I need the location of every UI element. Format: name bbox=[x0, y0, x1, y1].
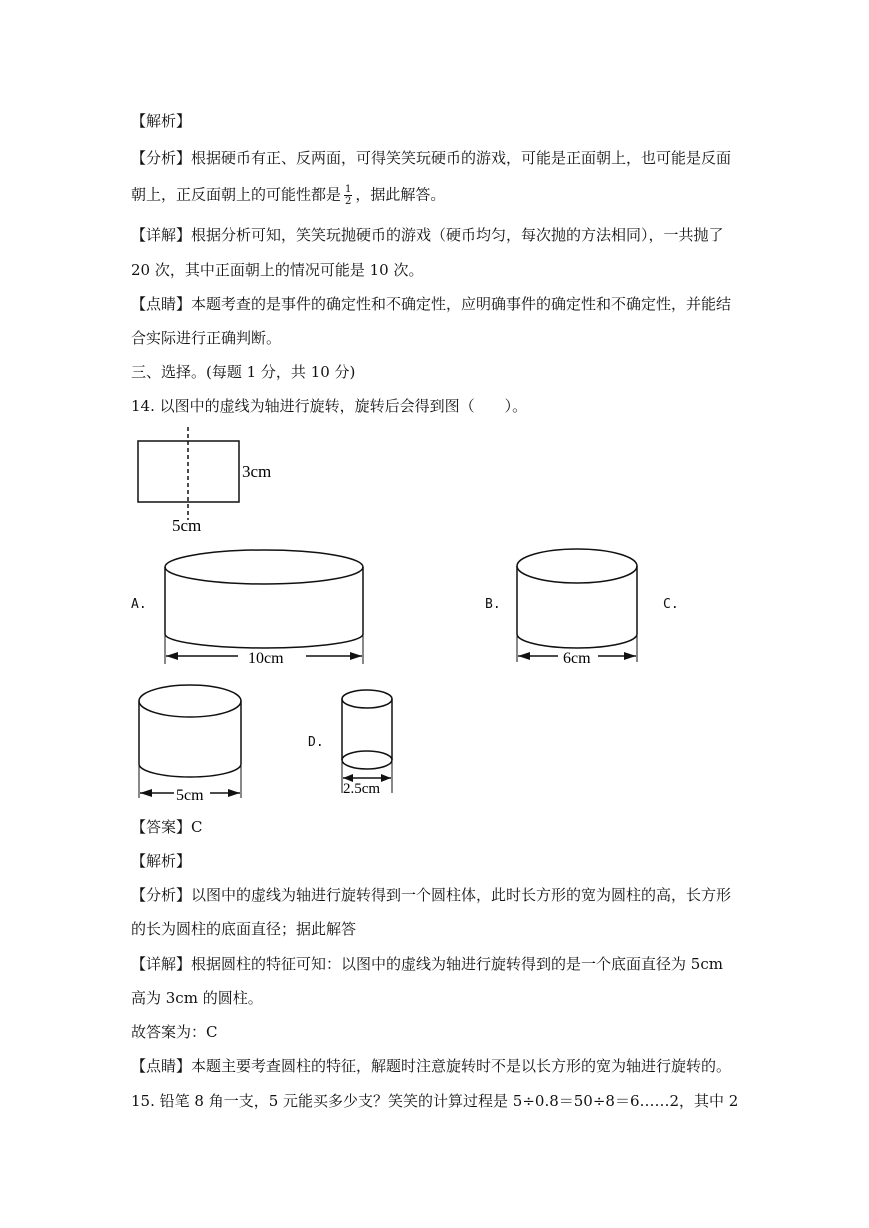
option-a-label: A. bbox=[131, 597, 147, 612]
comment-text-2: 【点睛】本题主要考查圆柱的特征，解题时注意旋转时不是以长方形的宽为轴进行旋转的。 bbox=[131, 1057, 732, 1075]
analysis-text-2: 【分析】以图中的虚线为轴进行旋转得到一个圆柱体，此时长方形的宽为圆柱的高，长方形 bbox=[131, 886, 732, 904]
analysis-header-2: 【解析】 bbox=[131, 852, 192, 870]
comment-text: 【点睛】本题考查的是事件的确定性和不确定性，应明确事件的确定性和不确定性，并能结 bbox=[131, 295, 732, 313]
option-d-label: D. bbox=[308, 735, 324, 750]
option-b-cylinder bbox=[510, 546, 645, 671]
fraction-denominator: 2 bbox=[345, 196, 352, 207]
option-b-label: B. bbox=[485, 597, 501, 612]
analysis-text-part: 朝上，正反面朝上的可能性都是 bbox=[131, 185, 342, 204]
analysis-text-cont bbox=[131, 184, 445, 207]
detail-text: 【详解】根据分析可知，笑笑玩抛硬币的游戏（硬币均匀，每次抛的方法相同），一共抛了 bbox=[131, 226, 724, 244]
detail-text-2: 【详解】根据圆柱的特征可知：以图中的虚线为轴进行旋转得到的是一个底面直径为 5cm bbox=[131, 955, 723, 973]
answer: 【答案】C bbox=[131, 818, 203, 836]
analysis-text-part: ，据此解答。 bbox=[355, 185, 446, 204]
analysis-header-1: 【解析】 bbox=[131, 112, 192, 130]
fraction bbox=[344, 184, 352, 207]
option-a-cylinder bbox=[158, 546, 373, 671]
rect-height-label: 3cm bbox=[242, 462, 272, 481]
detail-text-2-cont: 高为 3cm 的圆柱。 bbox=[131, 989, 263, 1007]
option-b-dimension: 6cm bbox=[563, 650, 591, 667]
option-c-label: C. bbox=[663, 597, 679, 612]
analysis-text-2-cont: 的长为圆柱的底面直径；据此解答 bbox=[131, 920, 357, 938]
section-heading: 三、选择。(每题 1 分，共 10 分) bbox=[131, 363, 356, 381]
option-c-cylinder bbox=[132, 680, 252, 805]
question-figure-rectangle bbox=[130, 425, 290, 540]
answer-conclusion: 故答案为：C bbox=[131, 1023, 218, 1041]
option-c-dimension: 5cm bbox=[176, 787, 204, 804]
fraction-numerator: 1 bbox=[345, 184, 352, 195]
rect-length-label: 5cm bbox=[172, 516, 202, 535]
option-d-cylinder bbox=[336, 685, 398, 797]
question-15: 15. 铅笔 8 角一支，5 元能买多少支？笑笑的计算过程是 5÷0.8＝50÷8＝6……2，其中 2 bbox=[131, 1092, 739, 1110]
detail-text-cont: 20 次，其中正面朝上的情况可能是 10 次。 bbox=[131, 261, 424, 279]
comment-text-cont: 合实际进行正确判断。 bbox=[131, 329, 282, 347]
question-14: 14. 以图中的虚线为轴进行旋转，旋转后会得到图（ ）。 bbox=[131, 397, 528, 415]
option-a-dimension: 10cm bbox=[248, 650, 284, 667]
analysis-text: 【分析】根据硬币有正、反两面，可得笑笑玩硬币的游戏，可能是正面朝上，也可能是反面 bbox=[131, 149, 732, 167]
option-d-dimension: 2.5cm bbox=[343, 781, 381, 797]
